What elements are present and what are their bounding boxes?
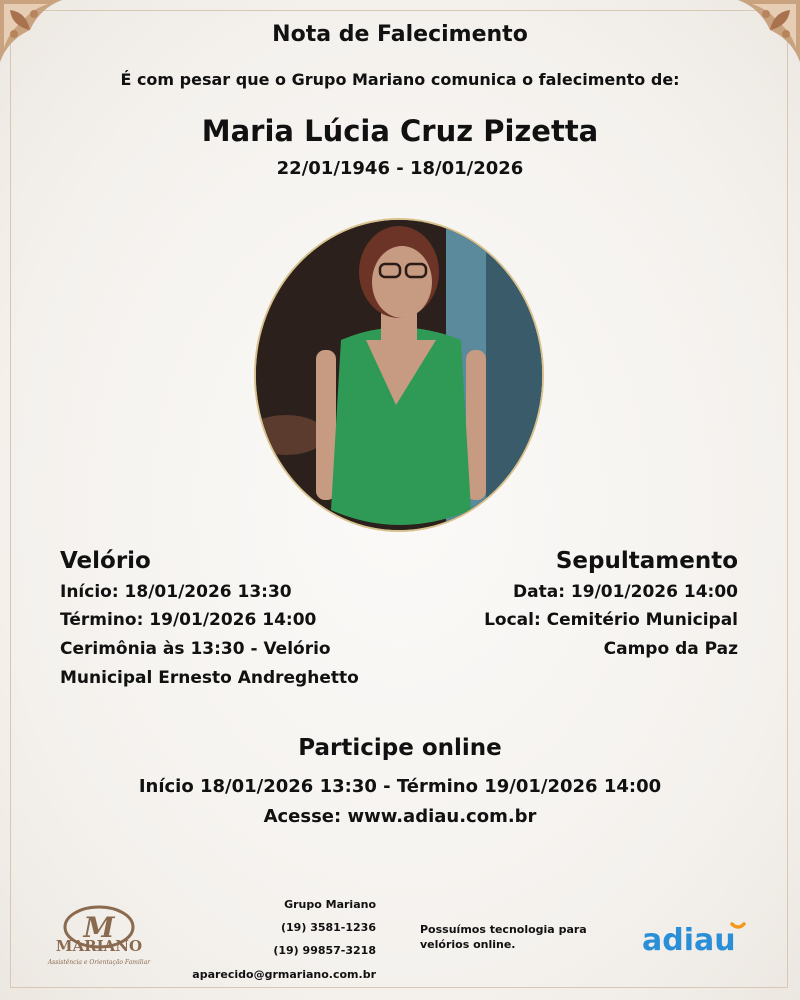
adiau-logo (640, 918, 760, 958)
deceased-name: Maria Lúcia Cruz Pizetta (201, 114, 599, 148)
logo-mariano-tagline: Assistência e Orientação Familiar (47, 959, 151, 966)
svg-text:M: M (83, 911, 115, 944)
life-dates: 22/01/1946 - 18/01/2026 (276, 158, 524, 179)
tech-note-line-2: velórios online. (420, 938, 516, 951)
velorio-ceremony: Cerimônia às 13:30 - Velório (60, 639, 331, 659)
tech-note-line-1: Possuímos tecnologia para (420, 923, 587, 936)
logo-mariano-word: MARIANO (55, 937, 143, 955)
logo-adiau-word: adiau (642, 923, 736, 958)
email[interactable]: aparecido@grmariano.com.br (192, 968, 376, 981)
online-times: Início 18/01/2026 13:30 - Término 19/01/2026 14:00 (138, 776, 662, 797)
grupo-mariano-logo (44, 905, 154, 970)
online-url[interactable]: Acesse: www.adiau.com.br (263, 806, 537, 827)
deceased-photo (256, 220, 542, 530)
company-name: Grupo Mariano (284, 898, 376, 911)
notice-title: Nota de Falecimento (272, 22, 528, 47)
velorio-end: Término: 19/01/2026 14:00 (60, 610, 317, 630)
velorio-location: Municipal Ernesto Andreghetto (60, 668, 359, 688)
velorio-heading: Velório (60, 548, 151, 574)
sepultamento-location-cont: Campo da Paz (603, 639, 738, 659)
velorio-start: Início: 18/01/2026 13:30 (60, 582, 292, 602)
notice-subtitle: É com pesar que o Grupo Mariano comunica o falecimento de: (120, 70, 680, 89)
sepultamento-heading: Sepultamento (555, 548, 738, 574)
online-heading: Participe online (298, 735, 502, 761)
sepultamento-date: Data: 19/01/2026 14:00 (513, 582, 738, 602)
phone-1[interactable]: (19) 3581-1236 (281, 921, 376, 934)
sepultamento-location: Local: Cemitério Municipal (484, 610, 738, 630)
tech-note (420, 922, 587, 952)
phone-2[interactable]: (19) 99857-3218 (273, 944, 376, 957)
